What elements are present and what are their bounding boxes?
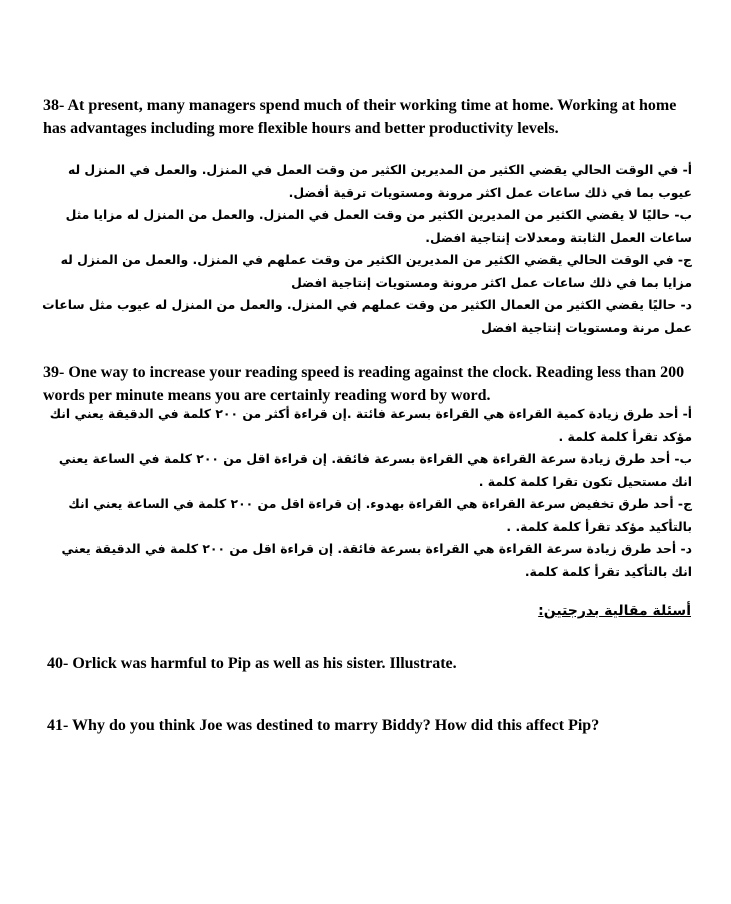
question-38-options	[40, 159, 692, 339]
question-38-text: 38- At present, many managers spend much of their working time at home. Working at home has advantages including more flexible hours and better productivity levels.	[43, 97, 677, 137]
question-40-text: 40- Orlick was harmful to Pip as well as his sister. Illustrate.	[47, 655, 457, 672]
q39-option-d: د- أحد طرق زيادة سرعة القراءة هي القراءة بسرعة فائقة. إن قراءة اقل من ٢٠٠ كلمة في الدقيقة يعني انك بالتأكيد تقرأ كلمة كلمة.	[61, 541, 692, 579]
q38-option-d: د- حاليًا يقضي الكثير من العمال الكثير من وقت عملهم في المنزل. والعمل من المنزل له عيوب مثل ساعات عمل مرنة ومستويات إنتاجية افضل	[42, 297, 692, 335]
question-39-options	[40, 403, 692, 583]
question-39-text: 39- One way to increase your reading speed is reading against the clock. Reading less than 200 words per minute means you are certainly reading word by word.	[43, 364, 685, 404]
q39-option-a: أ- أحد طرق زيادة كمية القراءة هي القراءة بسرعة فائتة .إن قراءة أكثر من ٢٠٠ كلمة في الدقيقة يعني انك مؤكد تقرأ كلمة كلمة .	[49, 406, 692, 444]
q39-option-b: ب- أحد طرق زيادة سرعة القراءة هي القراءة بسرعة فائقة. إن قراءة اقل من ٢٠٠ كلمة في الساعة يعني انك مستحيل تكون تقرا كلمة كلمة .	[58, 451, 692, 489]
essay-section-heading: أسئلة مقالية بدرجتين:	[538, 603, 691, 619]
q38-option-c: ج- في الوقت الحالي يقضي الكثير من المديرين الكثير من وقت عملهم في المنزل. والعمل من المنزل له مزايا بما في ذلك ساعات عمل اكثر مرونة ومستويات إنتاجية افضل	[60, 252, 692, 290]
q38-option-b: ب- حاليًا لا يقضي الكثير من المديرين الكثير من وقت العمل في المنزل. والعمل من المنزل له مزايا مثل ساعات العمل الثابتة ومعدلات إنتاجية افضل.	[65, 207, 692, 245]
q39-option-c: ج- أحد طرق تخفيض سرعة القراءة هي القراءة بهدوء. إن قراءة اقل من ٢٠٠ كلمة في الساعة يعني انك بالتأكيد مؤكد تقرأ كلمة كلمة. .	[68, 496, 692, 534]
question-41-text: 41- Why do you think Joe was destined to marry Biddy? How did this affect Pip?	[47, 717, 600, 734]
q38-option-a: أ- في الوقت الحالي يقضي الكثير من المديرين الكثير من وقت العمل في المنزل. والعمل في المنزل له عيوب بما في ذلك ساعات عمل اكثر مرونة ومستويات ترقية أفضل.	[67, 162, 692, 200]
